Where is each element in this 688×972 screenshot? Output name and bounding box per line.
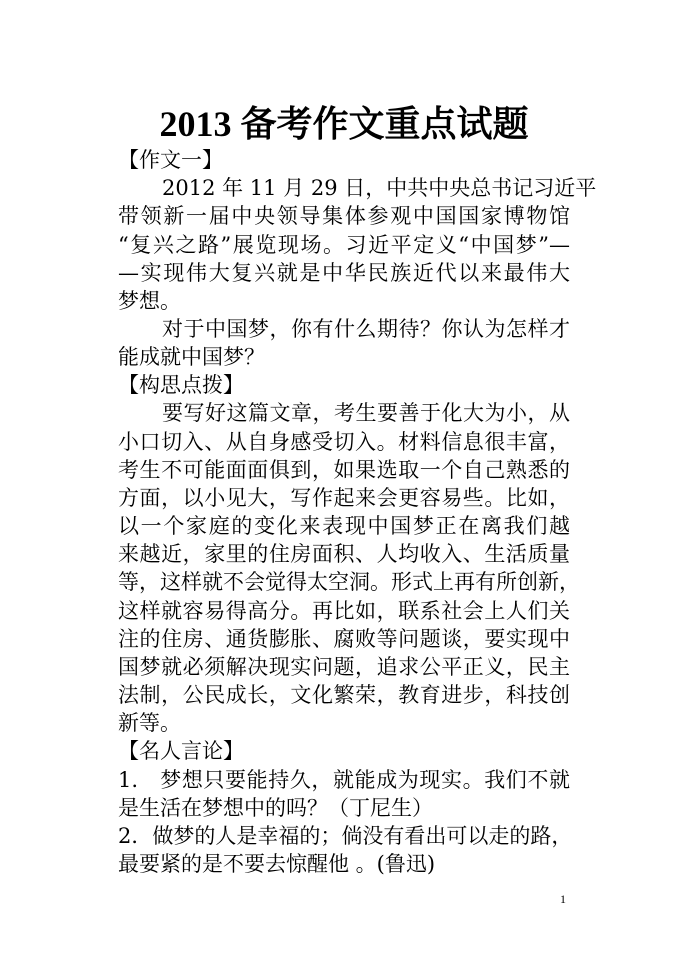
paragraph-line: 带领新一届中央领导集体参观中国国家博物馆 <box>118 204 570 229</box>
paragraph-line: 能成就中国梦？ <box>118 345 265 370</box>
paragraph-line: 2012 年 11 月 29 日，中共中央总书记习近平 <box>162 176 597 201</box>
quote-line: 2．做梦的人是幸福的；倘没有看出可以走的路， <box>118 823 573 848</box>
paragraph-line: 方面，以小见大，写作起来会更容易些。比如， <box>118 485 570 510</box>
paragraph-line: 法制，公民成长，文化繁荣，教育进步，科技创 <box>118 683 570 707</box>
paragraph-line: 考生不可能面面俱到，如果选取一个自己熟悉的 <box>118 457 570 482</box>
paragraph-line: 来越近，家里的住房面积、人均收入、生活质量 <box>118 542 570 567</box>
quote-line: 最要紧的是不要去惊醒他 。(鲁迅) <box>118 852 436 876</box>
paragraph-line: 以一个家庭的变化来表现中国梦正在离我们越 <box>118 514 570 539</box>
page-title: 2013 备考作文重点试题 <box>159 104 529 144</box>
paragraph-line: —实现伟大复兴就是中华民族近代以来最伟大 <box>118 260 570 285</box>
paragraph-line: “复兴之路”展览现场。习近平定义“中国梦”— <box>118 232 570 257</box>
quote-line: 1. 梦想只要能持久，就能成为现实。我们不就 <box>118 767 570 792</box>
section-heading-guide: 【构思点拨】 <box>118 373 244 398</box>
paragraph-line: 国梦就必须解决现实问题，追求公平正义，民主 <box>118 654 570 679</box>
section-heading-quotes: 【名人言论】 <box>118 739 244 764</box>
quote-line: 是生活在梦想中的吗？（丁尼生） <box>118 795 433 820</box>
page-number: 1 <box>560 892 566 906</box>
paragraph-line: 新等。 <box>118 711 181 736</box>
paragraph-line: 这样就容易得高分。再比如，联系社会上人们关 <box>118 598 570 623</box>
paragraph-line: 梦想。 <box>118 288 181 313</box>
section-heading-essay: 【作文一】 <box>118 148 223 172</box>
paragraph-line: 小口切入、从自身感受切入。材料信息很丰富， <box>118 429 570 454</box>
paragraph-line: 等，这样就不会觉得太空洞。形式上再有所创新， <box>118 570 580 595</box>
paragraph-line: 对于中国梦，你有什么期待？你认为怎样才 <box>162 317 570 341</box>
paragraph-line: 要写好这篇文章，考生要善于化大为小，从 <box>162 401 570 426</box>
paragraph-line: 注的住房、通货膨胀、腐败等问题谈，要实现中 <box>118 626 570 651</box>
